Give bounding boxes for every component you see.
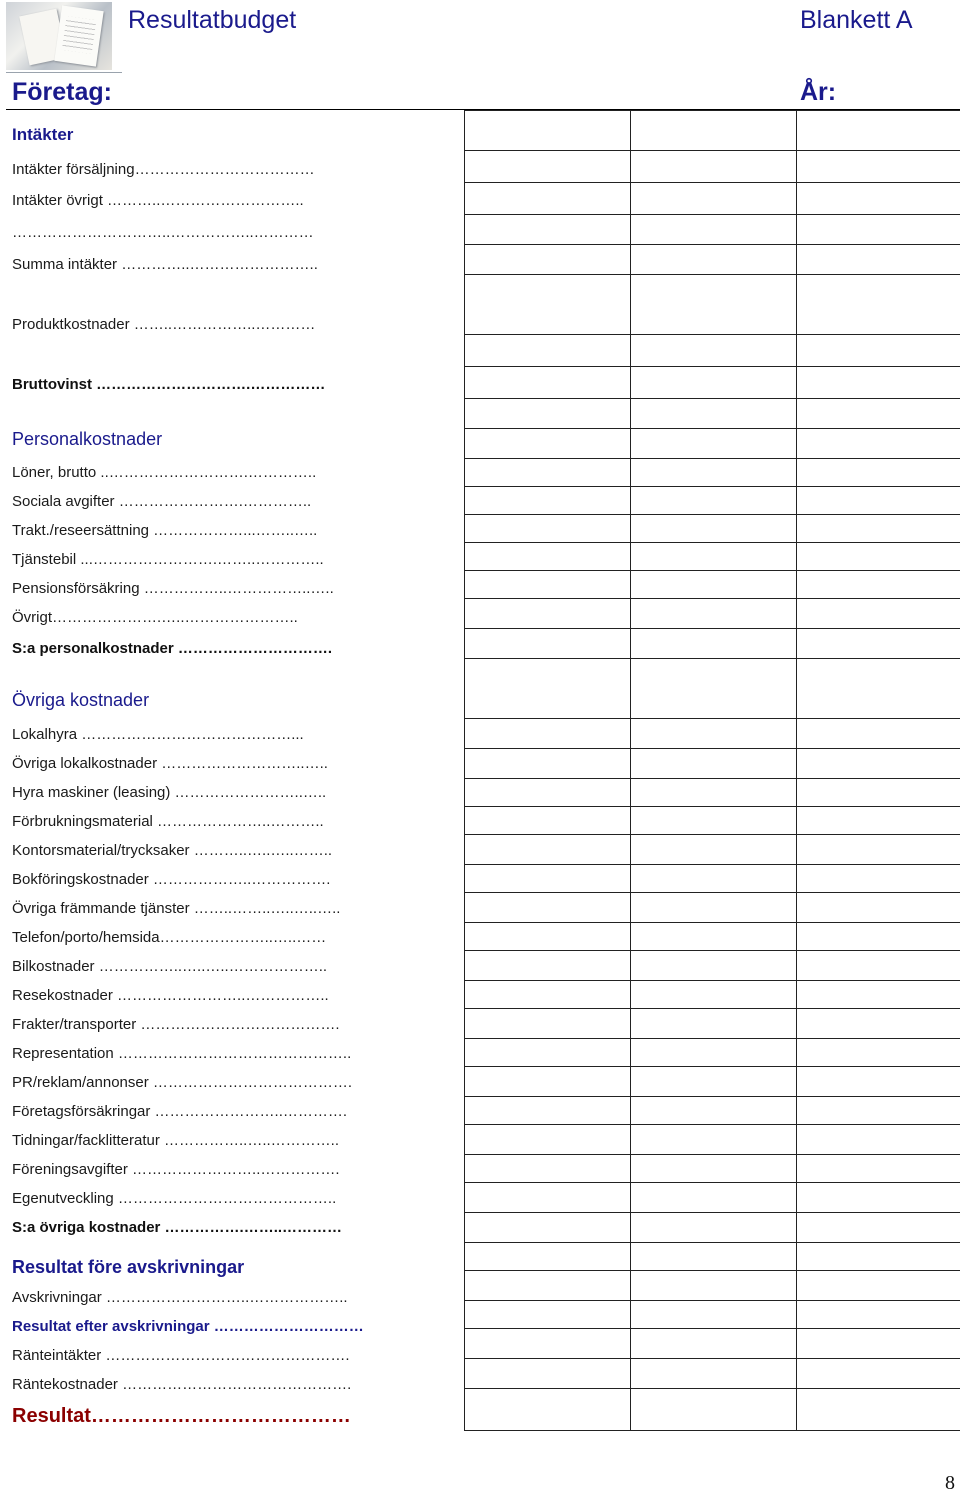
entry-cell[interactable]	[464, 718, 631, 749]
entry-cell[interactable]	[796, 542, 960, 573]
entry-cell[interactable]	[464, 1066, 631, 1097]
entry-cell[interactable]	[796, 182, 960, 215]
row-label: Intäkter övrigt ………..………………………..	[12, 192, 304, 209]
row-label: Sociala avgifter …………………….…………..	[12, 493, 312, 510]
entry-cell[interactable]	[796, 1328, 960, 1359]
entry-cell[interactable]	[464, 1124, 631, 1155]
entry-cell[interactable]	[630, 748, 797, 779]
row-label: Övriga lokalkostnader ………………………..…..	[12, 755, 328, 772]
entry-cell[interactable]	[630, 892, 797, 923]
entry-cell[interactable]	[796, 514, 960, 545]
entry-cell[interactable]	[464, 806, 631, 837]
entry-cell[interactable]	[464, 980, 631, 1011]
row-label: Egenutveckling ……………………………………..	[12, 1190, 337, 1207]
entry-cell[interactable]	[464, 864, 631, 895]
entry-cell[interactable]	[630, 1038, 797, 1069]
entry-cell[interactable]	[630, 1096, 797, 1127]
entry-cell[interactable]	[796, 658, 960, 719]
row-label: Avskrivningar ………………………..………………..	[12, 1289, 348, 1306]
entry-cell[interactable]	[796, 864, 960, 895]
row-label: Produktkostnader ……..……………..…………	[12, 316, 316, 333]
entry-cell[interactable]	[464, 748, 631, 779]
row-label: Tidningar/facklitteratur ……………..…..…………..	[12, 1132, 340, 1149]
row-label: Tjänstebil ...…………………….……..…………..	[12, 551, 324, 568]
entry-cell[interactable]	[464, 514, 631, 545]
entry-cell[interactable]	[630, 458, 797, 489]
entry-cell[interactable]	[464, 892, 631, 923]
entry-cell[interactable]	[464, 778, 631, 809]
entry-cell[interactable]	[630, 718, 797, 749]
entry-cell[interactable]	[796, 1212, 960, 1243]
row-label: Förbrukningsmaterial …………………..………..	[12, 813, 324, 830]
entry-cell[interactable]	[796, 718, 960, 749]
entry-cell[interactable]	[630, 806, 797, 837]
entry-cell[interactable]	[630, 922, 797, 953]
entry-cell[interactable]	[464, 1038, 631, 1069]
entry-cell[interactable]	[796, 922, 960, 953]
entry-cell[interactable]	[464, 110, 631, 151]
row-label: Företagsförsäkringar ……………………..………….	[12, 1103, 348, 1120]
entry-cell[interactable]	[796, 892, 960, 923]
income-section-heading: Intäkter	[12, 125, 74, 144]
entry-cell[interactable]	[630, 658, 797, 719]
entry-cell[interactable]	[796, 244, 960, 275]
entry-cell[interactable]	[796, 428, 960, 459]
row-label: Ränteintäkter ………………………………………….	[12, 1347, 350, 1364]
entry-cell[interactable]	[464, 1300, 631, 1331]
entry-cell[interactable]	[464, 570, 631, 601]
entry-cell[interactable]	[796, 628, 960, 659]
entry-cell[interactable]	[796, 1008, 960, 1039]
section-heading: Resultat före avskrivningar	[12, 1257, 245, 1277]
entry-cell[interactable]	[630, 398, 797, 429]
entry-cell[interactable]	[464, 1328, 631, 1359]
entry-cell[interactable]	[630, 628, 797, 659]
row-label: Intäkter försäljning………………………………	[12, 161, 315, 178]
entry-cell[interactable]	[630, 778, 797, 809]
row-label: Representation ………………………………………..	[12, 1045, 352, 1062]
entry-cell[interactable]	[464, 1096, 631, 1127]
row-label: Bruttovinst ………………………….……………	[12, 376, 326, 393]
entry-cell[interactable]	[464, 628, 631, 659]
row-label: Telefon/porto/hemsida…………………..…..……	[12, 929, 327, 946]
entry-cell[interactable]	[630, 150, 797, 183]
entry-cell[interactable]	[796, 834, 960, 865]
entry-cell[interactable]	[630, 598, 797, 629]
entry-cell[interactable]	[630, 542, 797, 573]
result-label: Resultat…………………………………	[12, 1405, 351, 1427]
entry-cell[interactable]	[464, 486, 631, 517]
entry-cell[interactable]	[630, 334, 797, 367]
entry-cell[interactable]	[464, 1008, 631, 1039]
row-label: Löner, brutto ..……………………….…………..	[12, 464, 317, 481]
entry-cell[interactable]	[796, 1358, 960, 1389]
entry-cell[interactable]	[796, 1124, 960, 1155]
entry-cell[interactable]	[464, 658, 631, 719]
entry-cell[interactable]	[796, 980, 960, 1011]
entry-cell[interactable]	[796, 1038, 960, 1069]
entry-cell[interactable]	[630, 1328, 797, 1359]
logo-underline	[6, 72, 122, 73]
entry-cell[interactable]	[464, 428, 631, 459]
entry-cell[interactable]	[796, 1300, 960, 1331]
year-label: År:	[800, 78, 837, 106]
entry-cell[interactable]	[630, 1008, 797, 1039]
entry-cell[interactable]	[464, 214, 631, 245]
entry-cell[interactable]	[630, 1066, 797, 1097]
entry-cell[interactable]	[464, 1388, 631, 1431]
entry-cell[interactable]	[464, 542, 631, 573]
section-heading: Övriga kostnader	[12, 690, 150, 710]
entry-cell[interactable]	[796, 570, 960, 601]
section-heading: Personalkostnader	[12, 429, 163, 449]
row-label: Frakter/transporter ………………………………….	[12, 1016, 340, 1033]
entry-cell[interactable]	[630, 366, 797, 399]
entry-cell[interactable]	[796, 1242, 960, 1273]
form-label: Blankett A	[800, 6, 913, 34]
row-label: Räntekostnader ……………………………………….	[12, 1376, 352, 1393]
entry-cell[interactable]	[796, 1096, 960, 1127]
entry-cell[interactable]	[630, 570, 797, 601]
entry-cell[interactable]	[630, 834, 797, 865]
entry-cell[interactable]	[464, 1358, 631, 1389]
entry-cell[interactable]	[630, 1182, 797, 1213]
entry-cell[interactable]	[464, 398, 631, 429]
entry-cell[interactable]	[796, 214, 960, 245]
entry-cell[interactable]	[464, 1270, 631, 1301]
entry-cell[interactable]	[630, 182, 797, 215]
entry-cell[interactable]	[796, 486, 960, 517]
entry-cell[interactable]	[630, 1212, 797, 1243]
entry-cell[interactable]	[796, 110, 960, 151]
row-label: PR/reklam/annonser ………………………………….	[12, 1074, 353, 1091]
row-label: Bilkostnader ……………..…..…..………………..	[12, 958, 328, 975]
row-label: Kontorsmaterial/trycksaker ………..…..…..……..	[12, 842, 333, 859]
entry-cell[interactable]	[630, 950, 797, 981]
entry-cell[interactable]	[796, 150, 960, 183]
entry-cell[interactable]	[464, 366, 631, 399]
entry-cell[interactable]	[464, 922, 631, 953]
entry-cell[interactable]	[796, 398, 960, 429]
entry-cell[interactable]	[630, 214, 797, 245]
company-label: Företag:	[12, 78, 112, 106]
row-label: Resultat efter avskrivningar …………………………	[12, 1318, 364, 1335]
entry-cell[interactable]	[796, 1388, 960, 1431]
entry-cell[interactable]	[464, 244, 631, 275]
row-label: Trakt./reseersättning ………………...……..…..	[12, 522, 318, 539]
entry-cell[interactable]	[630, 1124, 797, 1155]
row-label: …………………………..……………..…………	[12, 224, 314, 241]
page-number: 8	[945, 1472, 955, 1494]
entry-cell[interactable]	[630, 980, 797, 1011]
entry-cell[interactable]	[464, 458, 631, 489]
row-label: Övriga främmande tjänster ……..……..…..…..…..	[12, 900, 341, 917]
page-title: Resultatbudget	[128, 6, 297, 34]
entry-cell[interactable]	[464, 1182, 631, 1213]
entry-cell[interactable]	[630, 428, 797, 459]
entry-cell[interactable]	[796, 274, 960, 335]
entry-cell[interactable]	[630, 486, 797, 517]
entry-cell[interactable]	[630, 864, 797, 895]
entry-cell[interactable]	[464, 1212, 631, 1243]
entry-cell[interactable]	[630, 1300, 797, 1331]
entry-cell[interactable]	[796, 366, 960, 399]
entry-cell[interactable]	[796, 1270, 960, 1301]
entry-cell[interactable]	[464, 834, 631, 865]
entry-cell[interactable]	[796, 1154, 960, 1185]
entry-cell[interactable]	[796, 334, 960, 367]
entry-cell[interactable]	[630, 274, 797, 335]
entry-cell[interactable]	[796, 598, 960, 629]
entry-cell[interactable]	[630, 514, 797, 545]
entry-cell[interactable]	[464, 950, 631, 981]
row-label: Lokalhyra ……………………………………...	[12, 726, 304, 743]
row-label: Övrigt………………….…..…………………..	[12, 609, 298, 626]
entry-cell[interactable]	[630, 1358, 797, 1389]
entry-cell[interactable]	[796, 458, 960, 489]
entry-cell[interactable]	[796, 748, 960, 779]
entry-cell[interactable]	[630, 1388, 797, 1431]
logo-image	[6, 2, 112, 70]
entry-cell[interactable]	[796, 778, 960, 809]
row-label: Summa intäkter …………..……………………..	[12, 256, 318, 273]
entry-cell[interactable]	[630, 1154, 797, 1185]
row-label: Bokföringskostnader ………………..…………….	[12, 871, 331, 888]
row-label: Resekostnader ……………………..……………..	[12, 987, 329, 1004]
entry-cell[interactable]	[464, 1154, 631, 1185]
row-label: Föreningsavgifter ……………………..…………….	[12, 1161, 340, 1178]
row-label: Pensionsförsäkring ……………..……………..…..	[12, 580, 334, 597]
entry-cell[interactable]	[464, 274, 631, 335]
entry-cell[interactable]	[630, 1270, 797, 1301]
entry-cell[interactable]	[796, 1182, 960, 1213]
entry-cell[interactable]	[464, 182, 631, 215]
row-label: S:a övriga kostnader …………….……..…………	[12, 1219, 343, 1236]
row-label: S:a personalkostnader ………………………….	[12, 640, 333, 657]
entry-cell[interactable]	[796, 1066, 960, 1097]
entry-cell[interactable]	[796, 806, 960, 837]
entry-cell[interactable]	[464, 150, 631, 183]
entry-cell[interactable]	[630, 244, 797, 275]
entry-cell[interactable]	[464, 598, 631, 629]
entry-cell[interactable]	[796, 950, 960, 981]
entry-cell[interactable]	[464, 1242, 631, 1273]
entry-cell[interactable]	[630, 110, 797, 151]
entry-cell[interactable]	[630, 1242, 797, 1273]
row-label: Hyra maskiner (leasing) ……………………..…..	[12, 784, 327, 801]
entry-cell[interactable]	[464, 334, 631, 367]
